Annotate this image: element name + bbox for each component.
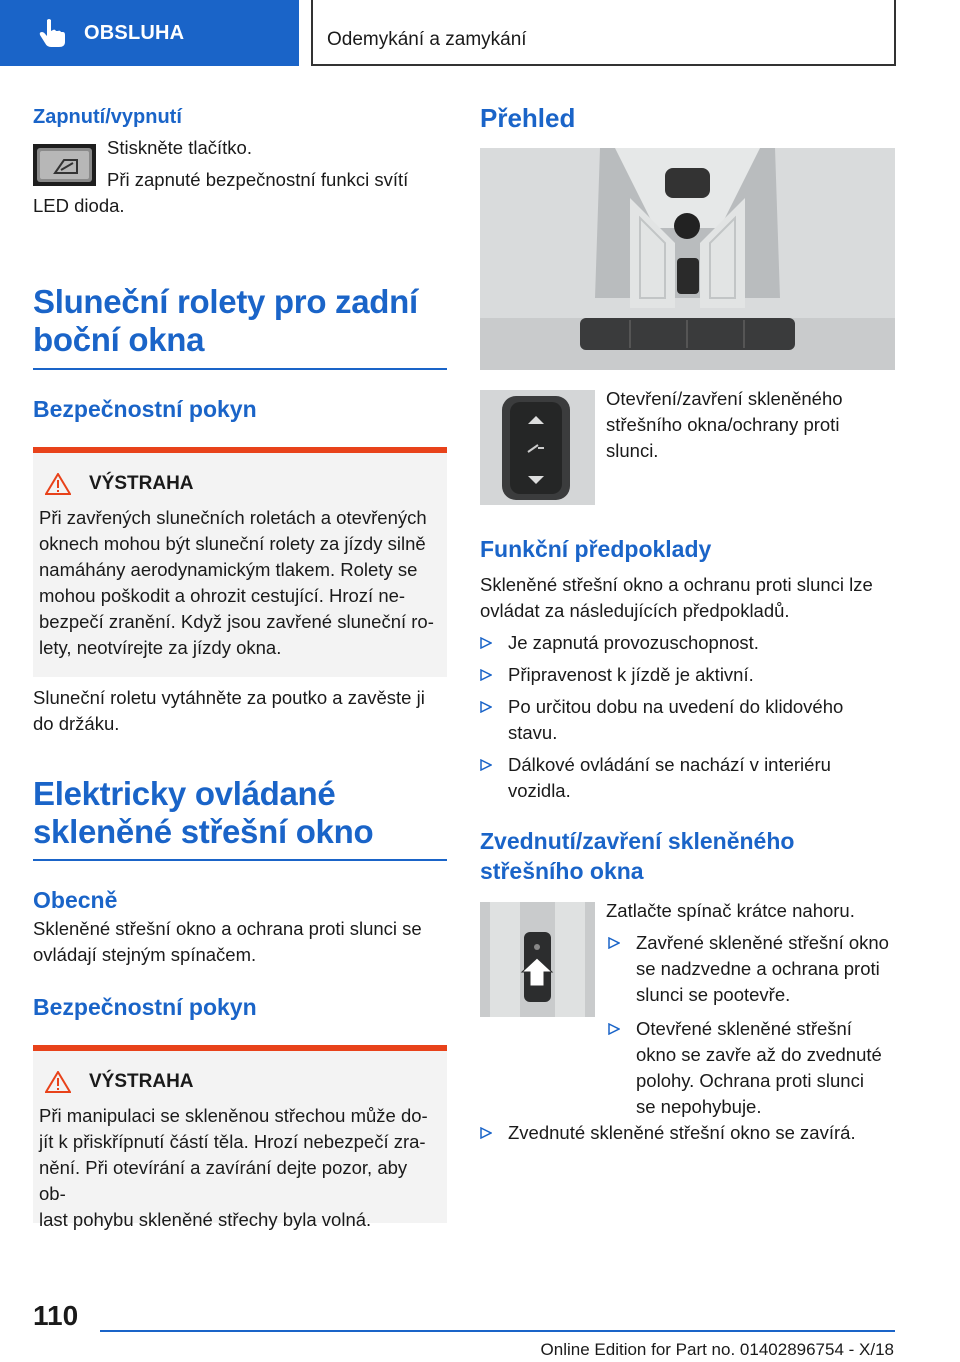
bullet-triangle-icon <box>480 1127 492 1139</box>
warning-box-2 <box>33 1045 447 1230</box>
section-title-sunblinds: Sluneční rolety pro zadní boční okna <box>33 283 418 358</box>
general-text: Skleněné střešní okno a ochrana proti slunci se ovládají stejným spínačem. <box>33 918 422 965</box>
warning-triangle-icon <box>45 473 71 495</box>
lift-intro: Zatlačte spínač krátce nahoru. <box>606 900 855 921</box>
list-item: Zavřené skleněné střešní okno se nadzvedne a ochrana proti slunci se pootevře. <box>608 930 898 1008</box>
bullet-triangle-icon <box>480 669 492 681</box>
list-item: Otevřené skleněné střešní okno se zavře až do zvednuté polohy. Ochrana proti slunci se nepohybuje. <box>608 1016 898 1120</box>
bullet-triangle-icon <box>608 937 620 949</box>
section-label: OBSLUHA <box>84 21 185 44</box>
on-off-led-text-b: LED dioda. <box>33 195 125 216</box>
bullet-triangle-icon <box>608 1023 620 1035</box>
chapter-header <box>311 0 896 66</box>
warning-text-2: Při manipulaci se skleněnou střechou může do- jít k přiskřípnutí částí těla. Hrozí nebezpečí zra- nění. Při otevírání a zavírání dejte pozor, aby ob- last pohybu skleněné střechy byla volná. <box>39 1105 428 1230</box>
overhead-console-image <box>480 148 895 370</box>
lift-heading: Zvednutí/zavření skleněného střešního okna <box>480 828 795 884</box>
section-tab[interactable] <box>0 0 299 66</box>
left-column <box>33 104 447 1230</box>
bullet-triangle-icon <box>480 701 492 713</box>
final-list <box>480 1120 896 1146</box>
sunblind-instruction: Sluneční roletu vytáhněte za poutko a zavěste ji do držáku. <box>33 687 425 734</box>
on-off-instruction: Stiskněte tlačítko. <box>107 137 252 158</box>
switch-caption: Otevření/zavření skleněného střešního okna/ochrany proti slunci. <box>606 388 843 461</box>
warning-text-1: Při zavřených slunečních roletách a otevřených oknech mohou být sluneční rolety za jízdy silně namáhány aerodynamickým tlakem. Rolety se mohou poškodit a ohrozit cestující. Hrozí ne- bezpečí zranění. Když jsou zavřené sluneční ro- lety, neotvírejte za jízdy okna. <box>39 507 434 658</box>
list-item: Po určitou dobu na uvedení do klidového stavu. <box>480 694 896 746</box>
warning-title: VÝSTRAHA <box>89 1071 194 1092</box>
section-rule <box>33 368 447 370</box>
right-column <box>480 102 896 1143</box>
edition-text: Online Edition for Part no. 01402896754 - X/18 <box>540 1340 894 1359</box>
lift-list <box>608 930 898 1120</box>
warning-title: VÝSTRAHA <box>89 473 194 494</box>
section-rule <box>33 859 447 861</box>
hand-pointer-icon <box>38 18 66 48</box>
roof-switch-image <box>480 390 595 505</box>
lift-switch-image <box>480 902 595 1017</box>
warning-triangle-icon <box>45 1071 71 1093</box>
on-off-block <box>33 137 447 228</box>
bullet-triangle-icon <box>480 637 492 649</box>
general-heading: Obecně <box>33 887 118 913</box>
on-off-heading: Zapnutí/vypnutí <box>33 106 182 128</box>
warning-title-row <box>45 473 439 495</box>
safety-button-icon <box>33 144 96 186</box>
page-number: 110 <box>33 1300 79 1331</box>
safety-heading-2: Bezpečnostní pokyn <box>33 994 257 1020</box>
bullet-triangle-icon <box>480 759 492 771</box>
prerequisites-heading: Funkční předpoklady <box>480 536 712 562</box>
list-item: Připravenost k jízdě je aktivní. <box>480 662 896 688</box>
list-item: Zvednuté skleněné střešní okno se zavírá. <box>480 1120 896 1146</box>
overview-heading: Přehled <box>480 103 576 133</box>
safety-heading-1: Bezpečnostní pokyn <box>33 396 257 422</box>
section-title-glass-roof: Elektricky ovládané skleněné střešní okno <box>33 775 374 850</box>
list-item: Dálkové ovládání se nachází v interiéru vozidla. <box>480 752 896 804</box>
warning-box-1 <box>33 447 447 677</box>
prerequisites-list <box>480 630 896 804</box>
chapter-title: Odemykání a zamykání <box>327 29 527 50</box>
list-item: Je zapnutá provozuschopnost. <box>480 630 896 656</box>
footer-rule <box>100 1330 895 1332</box>
warning-title-row <box>45 1071 439 1093</box>
prerequisites-text: Skleněné střešní okno a ochranu proti slunci lze ovládat za následujících předpokladů. <box>480 574 873 621</box>
on-off-led-text-a: Při zapnuté bezpečnostní funkci svítí <box>107 169 409 190</box>
